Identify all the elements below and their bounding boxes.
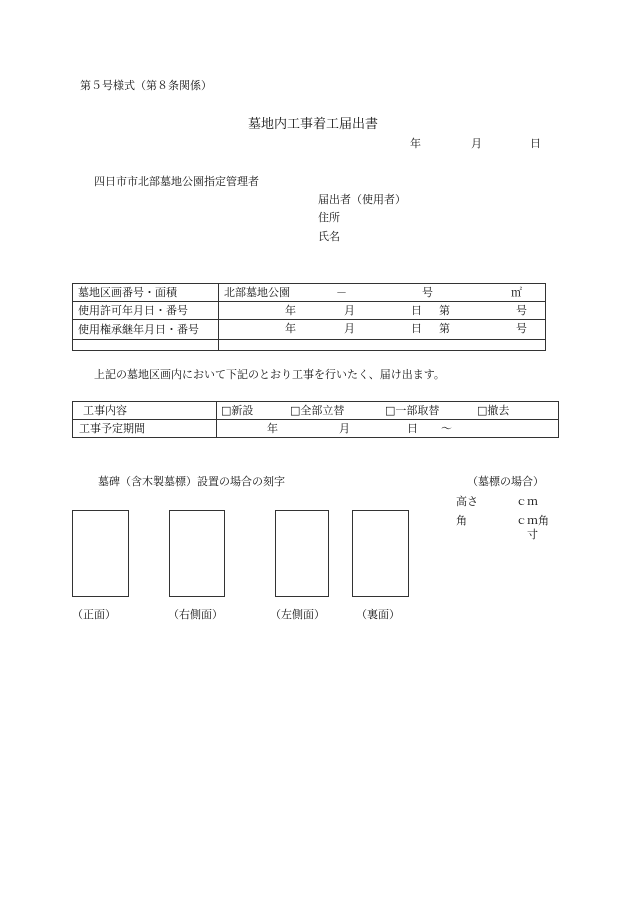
construction-period-label: 工事予定期間 [73,420,217,438]
document-title: 墓地内工事着工届出書 [248,117,379,132]
day-label: 日 [411,304,422,317]
left-side-box[interactable] [275,510,329,597]
left-side-label: （左側面） [270,608,325,621]
blank-cell [219,340,546,351]
dai-label: 第 [439,304,450,317]
table-row [73,402,559,420]
plot-number-value [219,284,546,302]
right-side-label: （右側面） [168,608,223,621]
date-month: 月 [471,137,482,150]
marker-sun: 寸 [527,528,538,541]
table-row [73,340,546,351]
option-new[interactable]: □新設 [221,404,254,417]
marker-square-label: 角 [456,514,467,527]
applicant-label: 届出者（使用者） [318,193,406,206]
date-day: 日 [530,137,541,150]
applicant-address-label: 住所 [318,211,340,224]
marker-square-unit: ｃｍ角 [516,514,549,527]
right-side-box[interactable] [169,510,225,597]
permit-date-value [219,302,546,320]
table-row [73,420,559,438]
dash: － [336,286,347,299]
succession-date-value [219,320,546,340]
form-number: 第５号様式（第８条関係） [80,79,212,92]
day-label: 日 [411,322,422,335]
option-full-rebuild[interactable]: □全部立替 [290,404,345,417]
day-label: 日 [407,422,418,435]
construction-period-value [217,420,559,438]
back-box[interactable] [352,510,409,597]
option-removal[interactable]: □撤去 [477,404,510,417]
year-label: 年 [267,422,278,435]
front-box[interactable] [72,510,129,597]
applicant-name-label: 氏名 [318,230,340,243]
permit-date-label: 使用許可年月日・番号 [73,302,219,320]
go-label: 号 [516,304,527,317]
month-label: 月 [344,322,355,335]
option-partial-replace[interactable]: □一部取替 [385,404,440,417]
date-year: 年 [410,137,421,150]
year-label: 年 [285,304,296,317]
go-label: 号 [422,286,433,299]
marker-height-label: 高さ [456,495,478,508]
plot-number-label: 墓地区画番号・面積 [73,284,219,302]
table-row [73,284,546,302]
go-label: 号 [516,322,527,335]
year-label: 年 [285,322,296,335]
statement: 上記の墓地区画内において下記のとおり工事を行いたく、届け出ます。 [94,368,445,381]
recipient: 四日市市北部墓地公園指定管理者 [94,175,259,188]
marker-height-unit: ｃｍ [516,495,538,508]
construction-content-label: 工事内容 [73,402,217,420]
marker-title: （墓標の場合） [467,475,544,488]
dai-label: 第 [439,322,450,335]
tilde: ～ [441,422,452,435]
blank-cell [73,340,219,351]
construction-content-options [217,402,559,420]
back-label: （裏面） [356,608,400,621]
table-row [73,320,546,340]
construction-table [72,401,559,438]
front-label: （正面） [72,608,116,621]
table-row [73,302,546,320]
plot-info-table [72,283,546,351]
area-unit: ㎡ [511,286,522,299]
engraving-title: 墓碑（含木製墓標）設置の場合の刻字 [98,475,285,488]
succession-date-label: 使用権承継年月日・番号 [73,320,219,340]
park-name: 北部墓地公園 [224,286,290,299]
month-label: 月 [339,422,350,435]
month-label: 月 [344,304,355,317]
